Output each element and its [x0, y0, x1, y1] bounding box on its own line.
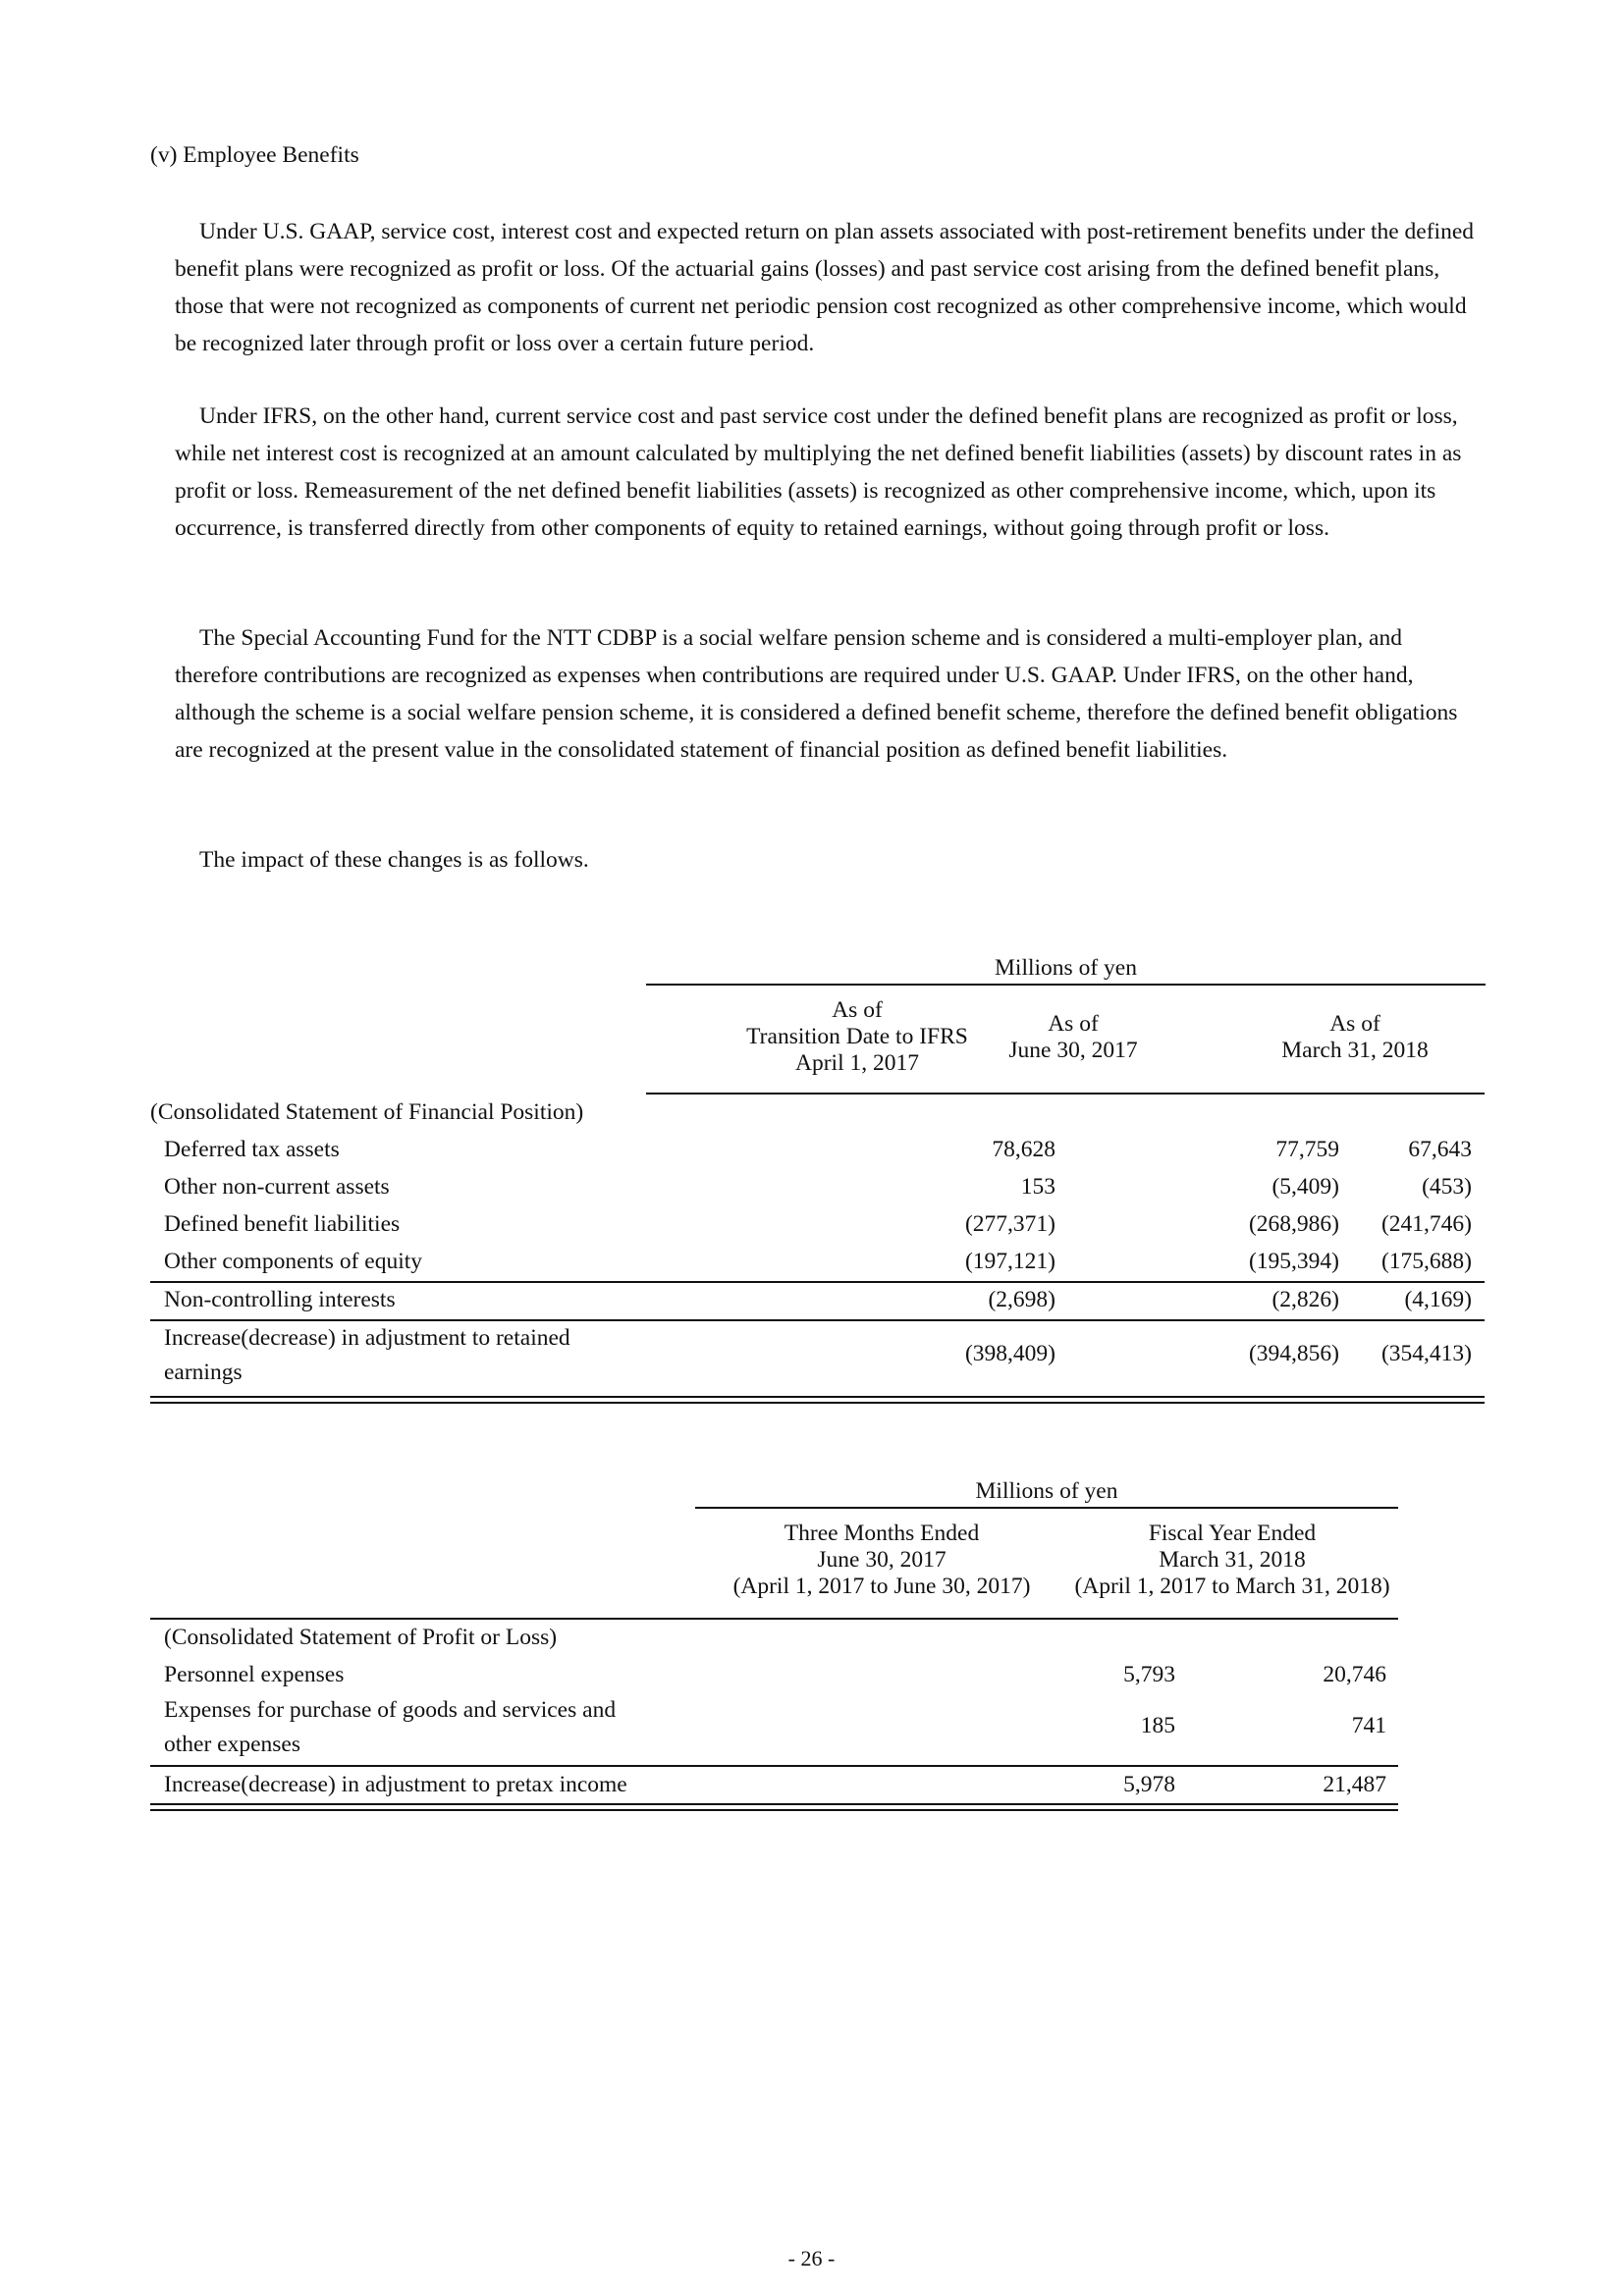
table-unit-label: Millions of yen: [995, 955, 1137, 981]
column-header-march-2018: As of March 31, 2018: [1281, 1011, 1429, 1063]
double-rule: [150, 1396, 1485, 1404]
paragraph-special-fund: The Special Accounting Fund for the NTT CDBP is a social welfare pension scheme and is considered a multi-employer plan, and therefore contributions are recognized as expenses when contributions are required under U.S. GAAP. Under IFRS, on the other hand, although the scheme is a social welfare pension scheme, it is considered a defined benefit scheme, therefore the defined benefit obligations are recognized at the present value in the consolidated statement of financial position as defined benefit liabilities.: [175, 625, 1458, 763]
profit-loss-table: [150, 1475, 1398, 1829]
column-header-june-2017: As of June 30, 2017: [1008, 1011, 1138, 1063]
total-row: Increase(decrease) in adjustment to retained earnings (398,409) (394,856) (354,413): [150, 1321, 1485, 1392]
unit-rule: [695, 1507, 1398, 1509]
table-row: Other non-current assets 153 (5,409) (453): [164, 1174, 1472, 1200]
paragraph-impact-intro: The impact of these changes is as follows.: [199, 847, 589, 873]
double-rule: [150, 1803, 1398, 1811]
table-row: Other components of equity (197,121) (195,394) (175,688): [164, 1249, 1472, 1274]
financial-position-table: [150, 952, 1485, 1404]
page-number: - 26 -: [787, 2246, 836, 2270]
table-row: Non-controlling interests (2,698) (2,826) (4,169): [164, 1287, 1472, 1312]
table-row: Defined benefit liabilities (277,371) (268,986) (241,746): [164, 1211, 1472, 1237]
paragraph-us-gaap: Under U.S. GAAP, service cost, interest cost and expected return on plan assets associated with post-retirement benefits under the defined benefit plans were recognized as profit or loss. Of the actuarial gains (losses) and past service cost arising from the defined benefit plans, those that were not recognized as components of current net periodic pension cost recognized as other comprehensive income, which would be recognized later through profit or loss over a certain future period.: [175, 219, 1474, 356]
total-row: Increase(decrease) in adjustment to pretax income 5,978 21,487: [164, 1772, 1386, 1797]
section-label-row: (Consolidated Statement of Financial Position): [150, 1099, 584, 1125]
column-header-fiscal-year: Fiscal Year Ended March 31, 2018 (April 1, 2017 to March 31, 2018): [1074, 1521, 1390, 1599]
table-unit-label: Millions of yen: [975, 1478, 1118, 1504]
paragraph-ifrs: Under IFRS, on the other hand, current service cost and past service cost under the defined benefit plans are recognized as profit or loss, while net interest cost is recognized at an amount calculated by multiplying the net defined benefit liabilities (assets) by discount rates in as profit or loss. Remeasurement of the net defined benefit liabilities (assets) is recognized as other comprehensive income, which, upon its occurrence, is transferred directly from other components of equity to retained earnings, without going through profit or loss.: [175, 403, 1462, 541]
column-header-transition-date: As of Transition Date to IFRS April 1, 2017: [746, 997, 968, 1076]
table-row: Expenses for purchase of goods and services and other expenses 185 741: [164, 1697, 1386, 1757]
table-row: Deferred tax assets 78,628 77,759 67,643: [164, 1137, 1472, 1162]
section-label-row: (Consolidated Statement of Profit or Loss): [164, 1625, 558, 1650]
column-header-three-months: Three Months Ended June 30, 2017 (April 1, 2017 to June 30, 2017): [732, 1521, 1031, 1599]
total-label: Increase(decrease) in adjustment to retained earnings: [164, 1325, 570, 1385]
table-row: Personnel expenses 5,793 20,746: [164, 1662, 1386, 1687]
unit-rule: [646, 984, 1486, 986]
section-heading: (v) Employee Benefits: [150, 142, 359, 168]
